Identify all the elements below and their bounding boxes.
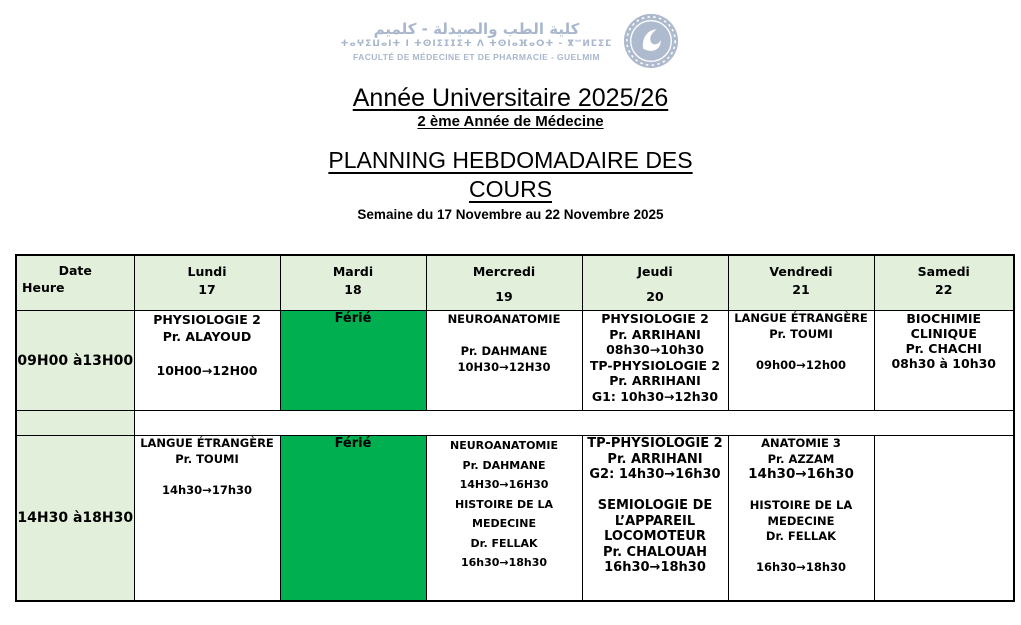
course-title: LANGUE ÉTRANGÈRE [140, 436, 274, 450]
course-title: PHYSIOLOGIE 2 [601, 311, 709, 326]
cell-vendredi-morning [728, 311, 874, 411]
course-time: G2: 14h30→16h30 [589, 467, 721, 482]
cell-jeudi-afternoon [582, 436, 728, 601]
afternoon-row [16, 436, 1014, 601]
faculty-name-tifinagh: ⵜⴰⵖⵉⵡⴰⵏⵜ ⵏ ⵜⵙⵏⵉⵊⵊⵉⵜ ⴷ ⵜⵙⵏⴰⴼⴰⵔⵜ - ⴳⵯⵍⵎⵉⵎ [340, 38, 613, 49]
morning-row [16, 311, 1014, 411]
cell-mercredi-morning [426, 311, 582, 411]
course-title: HISTOIRE DE LA [455, 497, 553, 511]
course-teacher: Pr. ALAYOUD [162, 329, 252, 344]
course-teacher: Pr. ARRIHANI [607, 451, 703, 467]
column-header-vendredi [728, 255, 874, 311]
course-time: 16h30→18h30 [604, 560, 706, 575]
time-slot-morning: 09H00 à13H00 [16, 311, 134, 411]
course-title: NEUROANATOMIE [450, 439, 558, 452]
course-time: 14h30→17h30 [161, 482, 253, 497]
blank-line [729, 342, 874, 358]
day-number: 18 [344, 282, 362, 297]
week-subtitle: Semaine du 17 Novembre au 22 Novembre 2025 [357, 207, 664, 222]
date-label: Date [58, 263, 92, 278]
faculty-brand-header [0, 12, 1021, 70]
day-number: 20 [646, 289, 664, 304]
course-time: 16h30→18h30 [755, 560, 847, 574]
blank-line [729, 545, 874, 561]
day-name: Jeudi [637, 264, 673, 279]
day-name: Vendredi [769, 264, 833, 279]
course-title: MEDECINE [767, 513, 835, 528]
course-title: LANGUE ÉTRANGÈRE [734, 311, 868, 325]
time-slot-afternoon: 14H30 à18H30 [16, 436, 134, 601]
course-teacher: Pr. AZZAM [767, 451, 835, 466]
course-teacher: Dr. FELLAK [765, 529, 837, 543]
faculty-brand-text [341, 20, 613, 63]
course-time: 08h30→10h30 [606, 342, 704, 358]
day-name: Mercredi [472, 264, 536, 279]
course-teacher: Pr. DAHMANE [462, 458, 546, 472]
column-header-samedi [874, 255, 1014, 311]
course-title: LOCOMOTEUR [604, 529, 706, 544]
course-time: G1: 10h30→12h30 [591, 388, 719, 404]
spacer-row [16, 411, 1014, 436]
course-title: ANATOMIE 3 [761, 436, 841, 450]
course-teacher: Pr. CHACHI [905, 341, 982, 356]
course-title: HISTOIRE DE LA [749, 498, 853, 512]
course-teacher: Pr. ARRIHANI [609, 373, 701, 389]
course-teacher: Pr. CHALOUAH [603, 544, 707, 560]
column-header-lundi [134, 255, 280, 311]
blank-line [135, 345, 280, 362]
column-header-jeudi [582, 255, 728, 311]
course-title: TP-PHYSIOLOGIE 2 [589, 357, 721, 373]
course-title: SEMIOLOGIE DE [597, 498, 713, 513]
course-time: 14h30→16h30 [748, 466, 854, 482]
column-header-mercredi [426, 255, 582, 311]
course-title: MEDECINE [472, 517, 536, 530]
cell-lundi-afternoon [134, 436, 280, 601]
corner-cell [16, 255, 134, 311]
academic-year-title: Année Universitaire 2025/26 [352, 84, 669, 112]
day-number: 17 [198, 282, 216, 297]
cell-vendredi-afternoon [728, 436, 874, 601]
day-name: Lundi [187, 264, 227, 279]
blank-line [135, 467, 280, 483]
faculty-name-french: FACULTÉ DE MÉDECINE ET DE PHARMACIE - GUELMIM [353, 51, 600, 62]
heure-label: Heure [22, 280, 65, 295]
course-title: BIOCHIMIE CLINIQUE [906, 311, 982, 341]
cell-spacer-time [16, 411, 134, 436]
day-number: 22 [935, 282, 953, 297]
blank-line [583, 483, 728, 499]
course-teacher: Pr. TOUMI [769, 326, 833, 341]
course-title: PHYSIOLOGIE 2 [153, 312, 261, 327]
course-teacher: Pr. TOUMI [175, 451, 239, 466]
course-time: 09h00→12h00 [755, 357, 847, 372]
course-time: 16h30→18h30 [460, 556, 548, 569]
page-title: PLANNING HEBDOMADAIRE DES COURS [328, 147, 693, 202]
cell-mardi-afternoon-holiday: Férié [280, 436, 426, 601]
course-time: 14H30→16H30 [459, 478, 549, 491]
header-row [16, 255, 1014, 311]
program-title: 2 ème Année de Médecine [417, 113, 604, 130]
day-name: Mardi [332, 264, 374, 279]
course-title: L’APPAREIL [614, 513, 696, 529]
cell-mercredi-afternoon [426, 436, 582, 601]
cell-samedi-morning [874, 311, 1014, 411]
course-time: 10H30→12H30 [457, 360, 551, 374]
course-title: TP-PHYSIOLOGIE 2 [587, 436, 723, 451]
course-teacher: Dr. FELLAK [470, 536, 538, 550]
cell-mardi-morning-holiday: Férié [280, 311, 426, 411]
blank-line [427, 327, 582, 343]
course-teacher: Pr. ARRIHANI [609, 326, 701, 342]
cell-jeudi-morning [582, 311, 728, 411]
day-name: Samedi [917, 264, 970, 279]
course-teacher: Pr. DAHMANE [460, 344, 548, 358]
course-title: NEUROANATOMIE [447, 312, 561, 326]
day-number: 19 [495, 289, 513, 304]
university-seal-icon [622, 12, 680, 70]
column-header-mardi [280, 255, 426, 311]
faculty-name-arabic: كلية الطب والصيدلة - كلميم [373, 19, 580, 38]
cell-spacer-merged [134, 411, 1014, 436]
course-time: 10H00→12H00 [156, 363, 258, 378]
course-time: 08h30 à 10h30 [891, 356, 997, 371]
day-number: 21 [792, 282, 810, 297]
schedule-table [15, 254, 1015, 602]
cell-samedi-afternoon-empty [874, 436, 1014, 601]
cell-lundi-morning [134, 311, 280, 411]
blank-line [729, 483, 874, 499]
